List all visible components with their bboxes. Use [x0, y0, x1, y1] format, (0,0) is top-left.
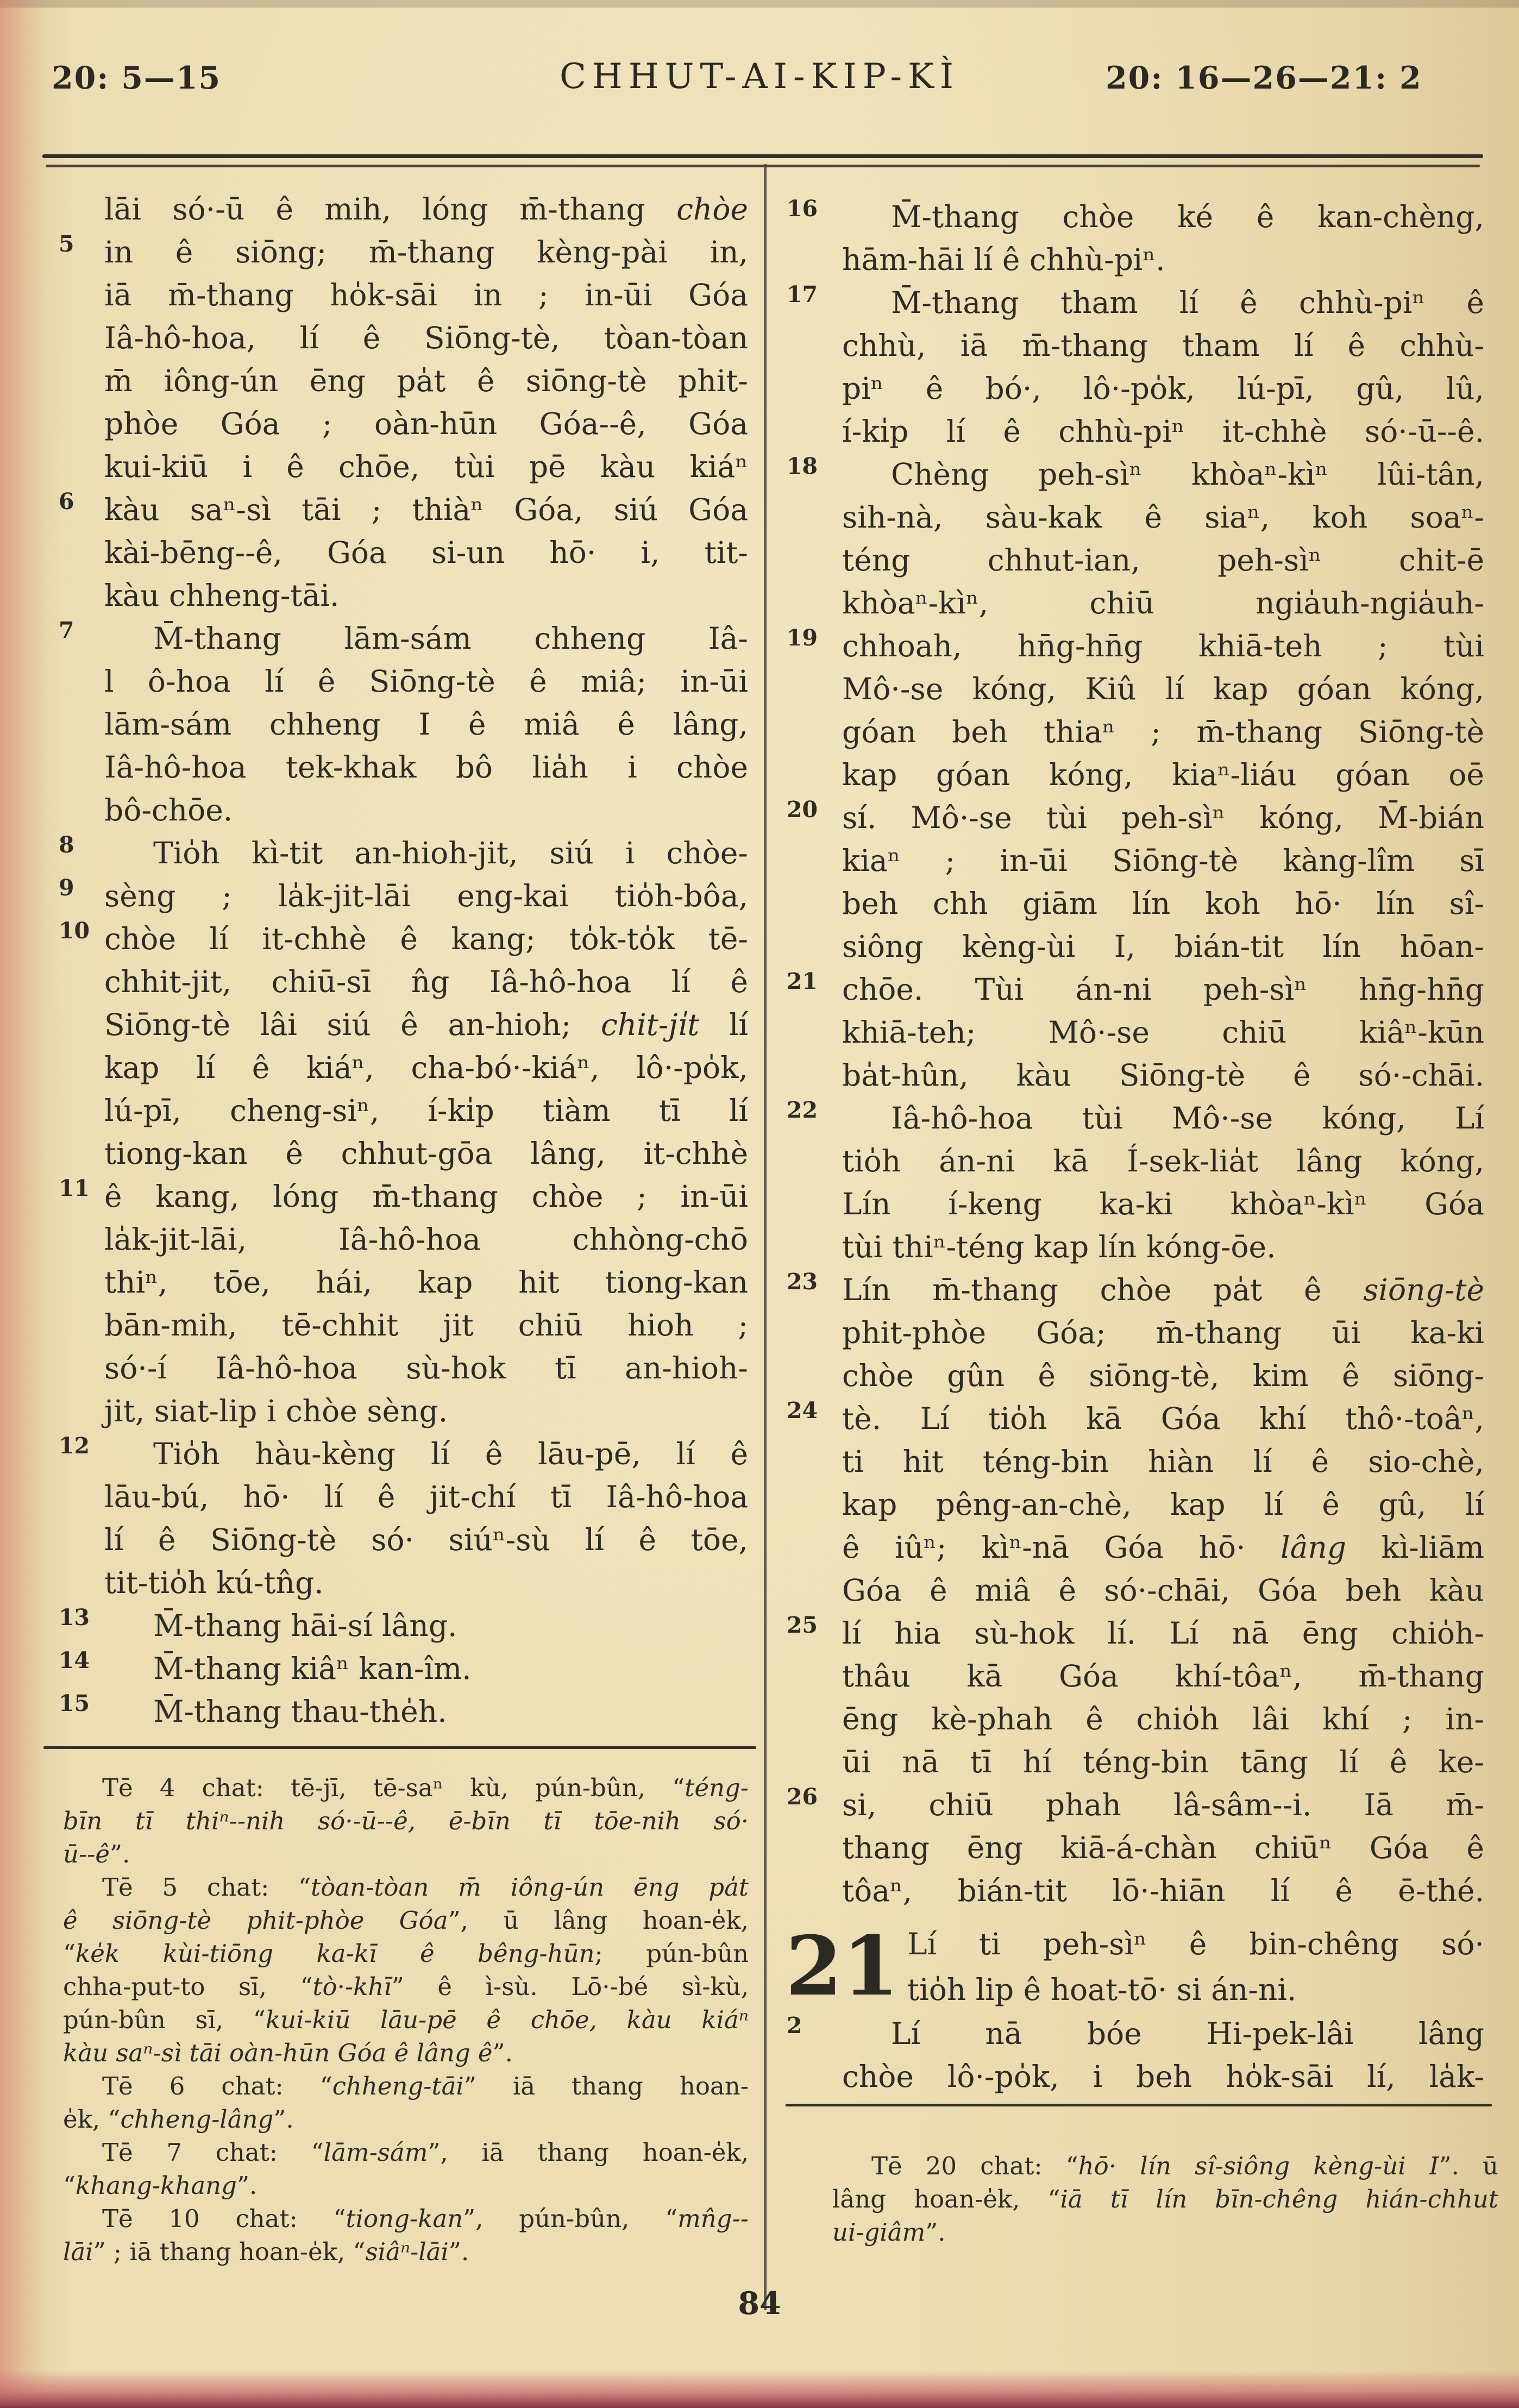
text-line: tit-tio̍h kú-tn̂g. — [104, 1565, 324, 1600]
text-line: lāu-bú, hō· lí ê jit-chí tī Iâ-hô-hoa — [104, 1479, 748, 1514]
text-line: Góa ê miâ ê só·-chāi, Góa beh kàu — [842, 1573, 1484, 1608]
text-line: beh chh giām lín koh hō· lín sî- — [842, 886, 1484, 921]
verse-number: 10 — [59, 918, 90, 944]
text-line: lí ê Siōng-tè só· siúⁿ-sù lí ê tōe, — [104, 1522, 748, 1557]
text-line: thâu kā Góa khí-tôaⁿ, m̄-thang — [842, 1659, 1484, 1694]
text-line: kui-kiū i ê chōe, tùi pē kàu kiáⁿ — [104, 449, 748, 484]
text-line: Siōng-tè lâi siú ê an-hioh; chit-ji̍t lí — [104, 1007, 748, 1042]
text-line: 20 sí. Mô·-se tùi peh-sìⁿ kóng, M̄-bián — [787, 797, 1484, 835]
verse-number: 26 — [787, 1784, 818, 1810]
left-column-footnotes — [63, 1771, 749, 2268]
page-bottom-edge — [0, 2370, 1519, 2408]
page-left-edge — [0, 0, 49, 2408]
column-divider — [764, 164, 767, 2310]
text-line: 21 chōe. Tùi án-ni peh-sìⁿ hn̄g-hn̄g — [787, 968, 1484, 1007]
page-number: 84 — [738, 2285, 781, 2322]
verse-number: 16 — [787, 196, 818, 222]
footnote-line: “khang-khang”. — [63, 2171, 258, 2200]
footnote-line: Tē 5 chat: “tòan-tòan m̄ iông-ún ēng pa̍t — [102, 1873, 749, 1902]
text-line: ê iûⁿ; kìⁿ-nā Góa hō· lâng kì-liām — [842, 1530, 1485, 1565]
verse-number: 7 — [59, 617, 74, 643]
text-line: 14 M̄-thang kiâⁿ kan-îm. — [59, 1647, 472, 1686]
footnote-line: ui-giâm”. — [832, 2218, 946, 2247]
chapter-21-opening-lines — [907, 1921, 1484, 2012]
verse-number: 9 — [59, 875, 74, 901]
text-line: bān-mih, tē-chhit jit chiū hioh ; — [104, 1308, 748, 1343]
chapter-21-numeral: 21 — [786, 1918, 899, 2014]
text-line: phit-phòe Góa; m̄-thang ūi ka-ki — [842, 1315, 1484, 1350]
verse-number: 24 — [787, 1397, 818, 1424]
right-column-verses-before-chapter — [787, 196, 1485, 1912]
header-rule-top — [42, 154, 1483, 158]
text-line: ba̍t-hûn, kàu Siōng-tè ê só·-chāi. — [842, 1058, 1484, 1093]
text-line: 15 M̄-thang thau-the̍h. — [59, 1690, 447, 1729]
footnote-line: Tē 7 chat: “lām-sám”, iā thang hoan-e̍k, — [102, 2138, 749, 2167]
text-line: lāi só·-ū ê mih, lóng m̄-thang chòe — [104, 192, 748, 227]
text-line: 6 kàu saⁿ-sì tāi ; thiàⁿ Góa, siú Góa — [59, 488, 748, 527]
text-line: sih-nà, sàu-kak ê siaⁿ, koh soaⁿ- — [842, 500, 1484, 535]
verse-number: 2 — [787, 2012, 802, 2039]
text-line: 19 chhoah, hn̄g-hn̄g khiā-teh ; tùi — [787, 625, 1484, 663]
text-line: chhit-jit, chiū-sī n̂g Iâ-hô-hoa lí ê — [104, 964, 748, 999]
text-line: 26 si, chiū phah lâ-sâm--i. Iā m̄- — [787, 1784, 1484, 1822]
text-line: 25 lí hia sù-hok lí. Lí nā ēng chio̍h- — [787, 1612, 1484, 1651]
text-line: tôaⁿ, bián-tit lō·-hiān lí ê ē-thé. — [842, 1873, 1484, 1908]
text-line: 5 in ê siōng; m̄-thang kèng-pài in, — [59, 231, 748, 269]
text-line: la̍k-jit-lāi, Iâ-hô-hoa chhòng-chō — [104, 1222, 748, 1257]
text-line: m̄ iông-ún ēng pa̍t ê siōng-tè phit- — [104, 363, 748, 398]
text-line: bô-chōe. — [104, 793, 233, 827]
text-line: tio̍h án-ni kā Í-sek-lia̍t lâng kóng, — [842, 1144, 1484, 1178]
verse-number: 19 — [787, 625, 818, 651]
text-line: 2 Lí nā bóe Hi-pek-lâi lâng — [787, 2012, 1484, 2051]
text-line: tio̍h lip ê hoat-tō· si án-ni. — [907, 1972, 1297, 2007]
text-line: góan beh thiaⁿ ; m̄-thang Siōng-tè — [842, 714, 1484, 749]
text-line: 11 ê kang, lóng m̄-thang chòe ; in-ūi — [59, 1175, 748, 1214]
text-line: ūi nā tī hí téng-bin tāng lí ê ke- — [842, 1745, 1484, 1779]
verse-number: 5 — [59, 231, 74, 257]
text-line: tiong-kan ê chhut-gōa lâng, it-chhè — [104, 1136, 748, 1171]
text-line: 10 chòe lí it-chhè ê kang; to̍k-to̍k tē- — [59, 918, 748, 956]
text-line: 9 sèng ; la̍k-jit-lāi eng-kai tio̍h-bôa, — [59, 875, 748, 913]
text-line: kap pêng-an-chè, kap lí ê gû, lí — [842, 1487, 1484, 1522]
text-line: téng chhut-ian, peh-sìⁿ chit-ē — [842, 543, 1484, 578]
text-line: 7 M̄-thang lām-sám chheng Iâ- — [59, 617, 748, 656]
text-line: 24 tè. Lí tio̍h kā Góa khí thô·-toâⁿ, — [787, 1397, 1484, 1436]
footnote-line: Tē 6 chat: “chheng-tāi” iā thang hoan- — [102, 2072, 749, 2100]
verse-number: 12 — [59, 1433, 90, 1459]
text-line: kap góan kóng, kiaⁿ-liáu góan oē — [842, 757, 1484, 792]
running-head-verse-range-left: 20: 5—15 — [52, 60, 222, 96]
verse-number: 25 — [787, 1612, 818, 1638]
text-line: Lín í-keng ka-ki khòaⁿ-kìⁿ Góa — [842, 1187, 1484, 1221]
footnote-line: Tē 20 chat: “hō· lín sî-siông kèng-ùi I”. ū — [871, 2152, 1498, 2180]
verse-number: 21 — [787, 968, 818, 994]
text-line: kap lí ê kiáⁿ, cha-bó·-kiáⁿ, lô·-po̍k, — [104, 1050, 748, 1085]
text-line: hām-hāi lí ê chhù-piⁿ. — [842, 242, 1165, 277]
right-column-footnote — [832, 2149, 1498, 2249]
running-head-verse-range-right: 20: 16—26—21: 2 — [1106, 60, 1422, 96]
text-line: chòe gûn ê siōng-tè, kim ê siōng- — [842, 1358, 1484, 1393]
text-line: 16 M̄-thang chòe ké ê kan-chèng, — [787, 196, 1484, 234]
text-line: lú-pī, cheng-siⁿ, í-ki̍p tiàm tī lí — [104, 1093, 748, 1128]
left-column-text — [59, 188, 748, 1733]
text-line: Iâ-hô-hoa, lí ê Siōng-tè, tòan-tòan — [104, 321, 748, 355]
text-line: ti hit téng-bin hiàn lí ê sio-chè, — [842, 1444, 1484, 1479]
footnote-line: bīn tī thiⁿ--nih só·-ū--ê, ē-bīn tī tōe-nih só· — [63, 1807, 749, 1835]
footnote-line: lâng hoan-e̍k, “iā tī lín bīn-chêng hián-chhut — [832, 2185, 1498, 2213]
text-line: kài-bēng--ê, Góa si-un hō· i, tit- — [104, 535, 748, 570]
right-footnote-rule — [786, 2104, 1492, 2106]
verse-number: 6 — [59, 488, 74, 515]
verse-number: 15 — [59, 1690, 90, 1716]
verse-number: 8 — [59, 832, 74, 858]
verse-number: 11 — [59, 1175, 90, 1201]
footnote-line: ê siōng-tè phit-phòe Góa”, ū lâng hoan-e̍k, — [63, 1906, 749, 1935]
text-line: 22 Iâ-hô-hoa tùi Mô·-se kóng, Lí — [787, 1097, 1484, 1136]
text-line: só·-í Iâ-hô-hoa sù-hok tī an-hioh- — [104, 1351, 748, 1385]
text-line: thang ēng kiā-á-chàn chiūⁿ Góa ê — [842, 1830, 1484, 1865]
text-line: 8 Tio̍h kì-tit an-hioh-jit, siú i chòe- — [59, 832, 748, 870]
chapter-21-block — [786, 1918, 1484, 2014]
footnote-line: kàu saⁿ-sì tāi oàn-hūn Góa ê lâng ê”. — [63, 2039, 513, 2067]
footnote-line: pún-bûn sī, “kui-kiū lāu-pē ê chōe, kàu kiáⁿ — [63, 2005, 749, 2034]
text-line: Mô·-se kóng, Kiû lí kap góan kóng, — [842, 672, 1484, 706]
text-line: Lí ti peh-sìⁿ ê bin-chêng só· — [907, 1927, 1484, 1961]
verse-number: 20 — [787, 797, 818, 823]
footnote-line: e̍k, “chheng-lâng”. — [63, 2105, 294, 2134]
footnote-line: ū--ê”. — [63, 1840, 130, 1868]
text-line: 18 Chèng peh-sìⁿ khòaⁿ-kìⁿ lûi-tân, — [787, 453, 1484, 492]
footnote-line: Tē 4 chat: tē-jī, tē-saⁿ kù, pún-bûn, “téng- — [102, 1773, 749, 1802]
text-line: 13 M̄-thang hāi-sí lâng. — [59, 1604, 457, 1643]
text-line: lām-sám chheng I ê miâ ê lâng, — [104, 707, 748, 742]
verse-number: 13 — [59, 1604, 90, 1631]
text-line: 17 M̄-thang tham lí ê chhù-piⁿ ê — [787, 281, 1484, 320]
text-line: kàu chheng-tāi. — [104, 578, 340, 613]
text-line: iā m̄-thang ho̍k-sāi in ; in-ūi Góa — [104, 278, 748, 312]
text-line: thiⁿ, tōe, hái, kap hit tiong-kan — [104, 1265, 748, 1300]
footnote-line: lāi” ; iā thang hoan-e̍k, “siâⁿ-lāi”. — [63, 2237, 469, 2266]
text-line: 12 Tio̍h hàu-kèng lí ê lāu-pē, lí ê — [59, 1433, 748, 1471]
left-footnote-rule — [43, 1746, 756, 1749]
right-column-verses-after-chapter — [787, 2012, 1484, 2098]
text-line: ēng kè-phah ê chio̍h lâi khí ; in- — [842, 1702, 1484, 1736]
text-line: kiaⁿ ; in-ūi Siōng-tè kàng-lîm sī — [842, 843, 1484, 878]
header-rule-bottom — [46, 165, 1480, 167]
text-line: 23 Lín m̄-thang chòe pa̍t ê siōng-tè — [787, 1269, 1484, 1307]
text-line: chòe lô·-po̍k, i beh ho̍k-sāi lí, la̍k- — [842, 2059, 1484, 2094]
text-line: khòaⁿ-kìⁿ, chiū ngia̍uh-ngia̍uh- — [842, 586, 1484, 620]
footnote-line: “ke̍k kùi-tiōng ka-kī ê bêng-hūn; pún-bûn — [63, 1939, 749, 1968]
right-column-text — [786, 196, 1485, 2098]
verse-number: 22 — [787, 1097, 818, 1123]
page-top-edge — [0, 0, 1519, 8]
footnote-line: Tē 10 chat: “tiong-kan”, pún-bûn, “mn̂g-- — [102, 2204, 749, 2233]
verse-number: 17 — [787, 281, 818, 308]
footnote-line: chha-put-to sī, “tò·-khī” ê ì-sù. Lō·-bé sì-kù, — [63, 1972, 749, 2001]
text-line: chhù, iā m̄-thang tham lí ê chhù- — [842, 328, 1484, 363]
text-line: piⁿ ê bó·, lô·-po̍k, lú-pī, gû, lû, — [842, 371, 1484, 406]
text-line: í-ki̍p lí ê chhù-piⁿ it-chhè só·-ū--ê. — [842, 414, 1484, 449]
text-line: Iâ-hô-hoa tek-khak bô lia̍h i chòe — [104, 750, 748, 785]
text-line: tùi thiⁿ-téng kap lín kóng-ōe. — [842, 1230, 1276, 1264]
text-line: siông kèng-ùi I, bián-tit lín hōan- — [842, 929, 1484, 964]
text-line: khiā-teh; Mô·-se chiū kiâⁿ-kūn — [842, 1015, 1484, 1050]
text-line: phòe Góa ; oàn-hūn Góa--ê, Góa — [104, 406, 748, 441]
verse-number: 18 — [787, 453, 818, 479]
verse-number: 14 — [59, 1647, 90, 1673]
verse-number: 23 — [787, 1269, 818, 1295]
text-line: l ô-hoa lí ê Siōng-tè ê miâ; in-ūi — [104, 664, 748, 699]
running-head-book-title: CHHUT-AI-KIP-KÌ — [559, 57, 960, 97]
text-line: jit, siat-lip i chòe sèng. — [104, 1394, 448, 1428]
